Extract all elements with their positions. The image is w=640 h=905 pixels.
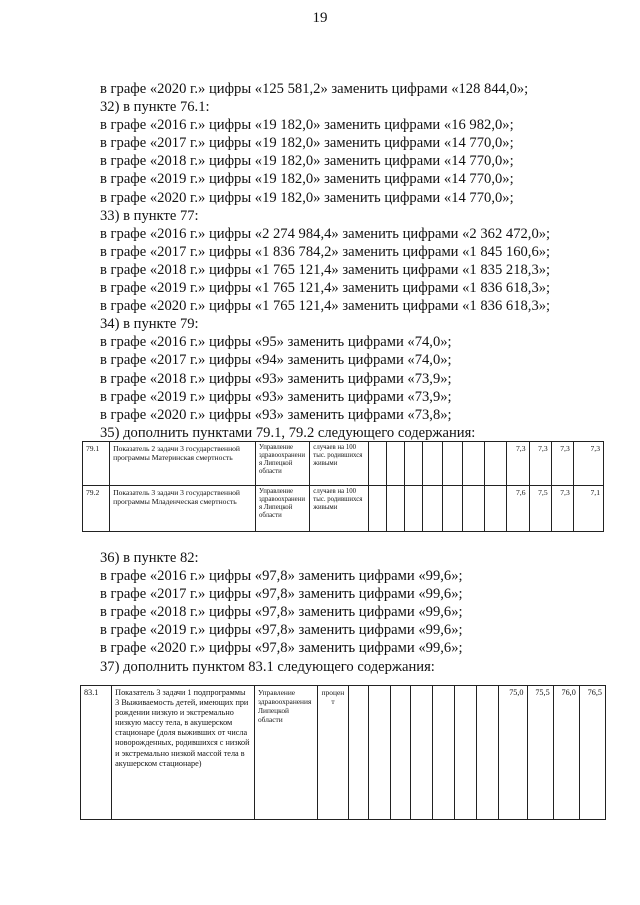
- value-cell: 76,5: [579, 686, 605, 820]
- unit-of-measure: процент: [318, 686, 348, 820]
- text-line: в графе «2016 г.» цифры «19 182,0» заменить цифрами «16 982,0»;: [100, 117, 514, 134]
- responsible-org: Управление здравоохранения Липецкой области: [255, 486, 309, 532]
- empty-cell: [422, 486, 442, 532]
- empty-cell: [368, 686, 390, 820]
- text-line: в графе «2020 г.» цифры «97,8» заменить цифрами «99,6»;: [100, 640, 463, 657]
- row-number: 79.1: [83, 442, 110, 486]
- value-cell: 7,3: [507, 442, 529, 486]
- text-line: 34) в пункте 79:: [100, 316, 199, 333]
- text-line: в графе «2016 г.» цифры «95» заменить цифрами «74,0»;: [100, 334, 452, 351]
- empty-cell: [368, 486, 386, 532]
- empty-cell: [422, 442, 442, 486]
- empty-cell: [455, 686, 477, 820]
- text-line: в графе «2018 г.» цифры «93» заменить цифрами «73,9»;: [100, 370, 452, 387]
- text-line: в графе «2020 г.» цифры «125 581,2» заменить цифрами «128 844,0»;: [100, 81, 529, 97]
- empty-cell: [368, 442, 386, 486]
- row-number: 79.2: [83, 486, 110, 532]
- text-line: в графе «2020 г.» цифры «19 182,0» заменить цифрами «14 770,0»;: [100, 189, 514, 206]
- text-line: в графе «2018 г.» цифры «97,8» заменить цифрами «99,6»;: [100, 604, 463, 621]
- text-line: в графе «2018 г.» цифры «19 182,0» заменить цифрами «14 770,0»;: [100, 153, 514, 170]
- value-cell: 7,3: [551, 486, 573, 532]
- value-cell: 7,1: [573, 486, 603, 532]
- indicator-name: Показатель 2 задачи 3 государственной программы Материнская смертность: [110, 442, 256, 486]
- empty-cell: [390, 686, 410, 820]
- value-cell: 75,0: [499, 686, 527, 820]
- empty-cell: [386, 486, 404, 532]
- value-cell: 7,3: [551, 442, 573, 486]
- text-line: 32) в пункте 76.1:: [100, 99, 210, 116]
- text-line: в графе «2020 г.» цифры «1 765 121,4» заменить цифрами «1 836 618,3»;: [100, 298, 551, 315]
- value-cell: 7,3: [573, 442, 603, 486]
- text-line: в графе «2017 г.» цифры «94» заменить цифрами «74,0»;: [100, 352, 452, 369]
- value-cell: 7,3: [529, 442, 551, 486]
- empty-cell: [386, 442, 404, 486]
- text-line: 36) в пункте 82:: [100, 550, 199, 566]
- table-row: [83, 486, 604, 532]
- text-line: в графе «2016 г.» цифры «2 274 984,4» заменить цифрами «2 362 472,0»;: [100, 225, 551, 242]
- page-number: 19: [312, 10, 328, 26]
- indicator-name: Показатель 3 задачи 3 государственной программы Младенческая смертность: [110, 486, 256, 532]
- empty-cell: [404, 486, 422, 532]
- unit-of-measure: случаев на 100 тыс. родившихся живыми: [310, 442, 368, 486]
- text-line: 35) дополнить пунктами 79.1, 79.2 следующего содержания:: [100, 424, 476, 441]
- text-line: 37) дополнить пунктом 83.1 следующего содержания:: [100, 658, 435, 675]
- indicators-table-83: [80, 685, 606, 820]
- empty-cell: [404, 442, 422, 486]
- row-number: 83.1: [81, 686, 112, 820]
- table-row: [81, 686, 606, 820]
- text-line: 33) в пункте 77:: [100, 207, 199, 224]
- responsible-org: Управление здравоохранения Липецкой области: [255, 442, 309, 486]
- text-line: в графе «2018 г.» цифры «1 765 121,4» заменить цифрами «1 835 218,3»;: [100, 261, 551, 278]
- table-row: [83, 442, 604, 486]
- unit-of-measure: случаев на 100 тыс. родившихся живыми: [310, 486, 368, 532]
- empty-cell: [485, 442, 507, 486]
- empty-cell: [410, 686, 432, 820]
- text-line: в графе «2016 г.» цифры «97,8» заменить цифрами «99,6»;: [100, 568, 463, 585]
- value-cell: 75,5: [527, 686, 553, 820]
- empty-cell: [477, 686, 499, 820]
- indicators-table-79: [82, 441, 604, 532]
- amendments-block-2: [100, 549, 600, 676]
- empty-cell: [348, 686, 368, 820]
- empty-cell: [432, 686, 454, 820]
- empty-cell: [485, 486, 507, 532]
- text-line: в графе «2017 г.» цифры «19 182,0» заменить цифрами «14 770,0»;: [100, 135, 514, 152]
- empty-cell: [463, 486, 485, 532]
- text-line: в графе «2019 г.» цифры «93» заменить цифрами «73,9»;: [100, 388, 452, 405]
- value-cell: 76,0: [553, 686, 579, 820]
- text-line: в графе «2017 г.» цифры «1 836 784,2» заменить цифрами «1 845 160,6»;: [100, 243, 551, 260]
- indicator-name: Показатель 3 задачи 1 подпрограммы 3 Выживаемость детей, имеющих при рождении низкую и экстремально низкую массу тела, в акушерском стационаре (доля выживших от числа новорожденных, родившихся с низкой и экстремально низкой массой тела в акушерском стационаре): [112, 686, 255, 820]
- text-line: в графе «2019 г.» цифры «97,8» заменить цифрами «99,6»;: [100, 622, 463, 639]
- empty-cell: [463, 442, 485, 486]
- amendments-block-1: [100, 80, 600, 442]
- empty-cell: [443, 442, 463, 486]
- text-line: в графе «2019 г.» цифры «1 765 121,4» заменить цифрами «1 836 618,3»;: [100, 280, 551, 297]
- text-line: в графе «2020 г.» цифры «93» заменить цифрами «73,8»;: [100, 406, 452, 423]
- responsible-org: Управление здравоохранения Липецкой области: [254, 686, 317, 820]
- text-line: в графе «2019 г.» цифры «19 182,0» заменить цифрами «14 770,0»;: [100, 171, 514, 188]
- value-cell: 7,5: [529, 486, 551, 532]
- empty-cell: [443, 486, 463, 532]
- value-cell: 7,6: [507, 486, 529, 532]
- text-line: в графе «2017 г.» цифры «97,8» заменить цифрами «99,6»;: [100, 586, 463, 603]
